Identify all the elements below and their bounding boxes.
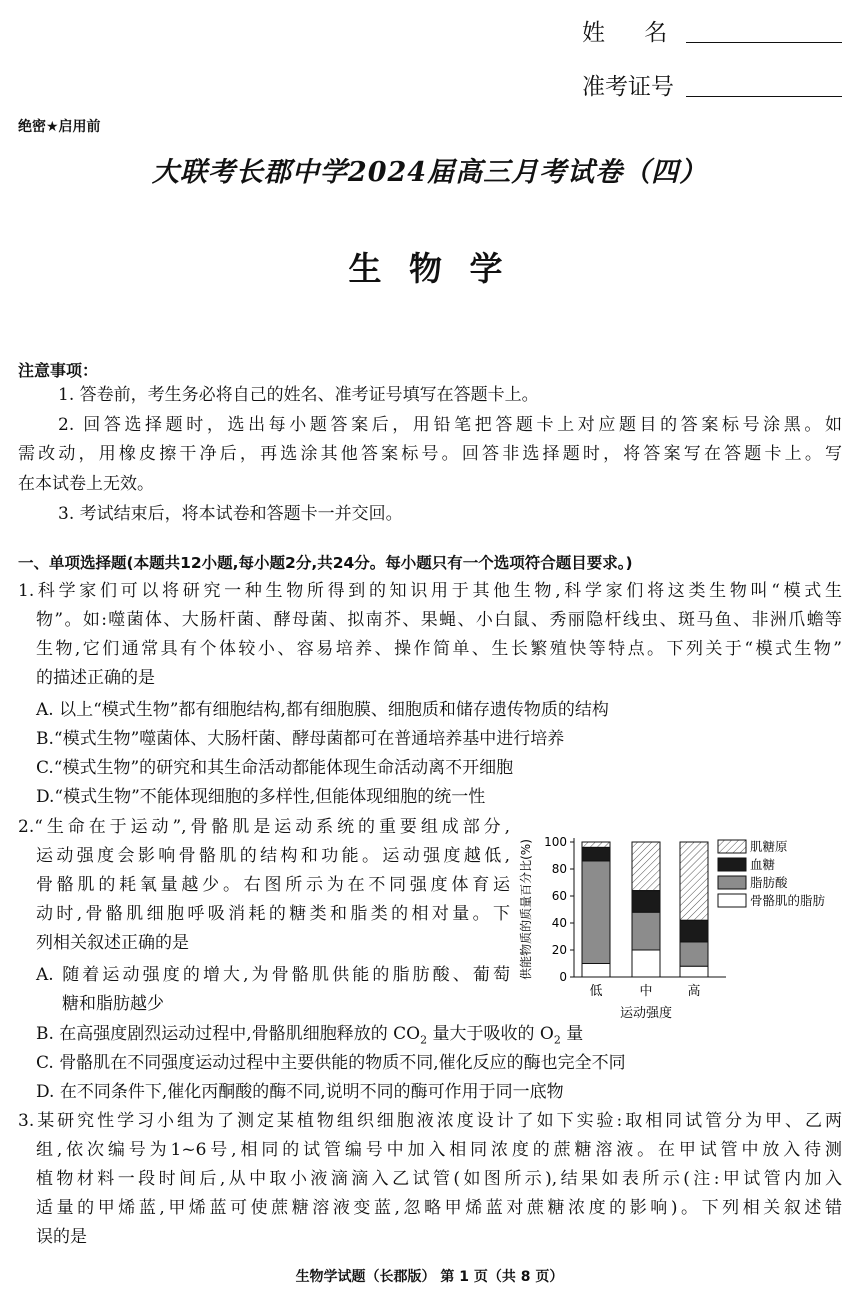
bar-segment: [680, 942, 708, 966]
bar-segment: [582, 847, 610, 861]
q1-option-b: B.“模式生物”噬菌体、大肠杆菌、酵母菌都可在普通培养基中进行培养: [36, 729, 565, 749]
q1-option-c: C.“模式生物”的研究和其生命活动都能体现生命活动离不开细胞: [36, 758, 514, 778]
y-tick-label: 0: [559, 970, 567, 984]
q2-option-c: C. 骨骼肌在不同强度运动过程中主要供能的物质不同,催化反应的酶也完全不同: [36, 1053, 626, 1073]
q3-stem-line: 组,依次编号为1~6号,相同的试管编号中加入相同浓度的蔗糖溶液。在甲试管中放入待测: [36, 1140, 842, 1160]
bar-segment: [680, 842, 708, 920]
legend-swatch: [718, 894, 746, 907]
q1-stem-line: 1.科学家们可以将研究一种生物所得到的知识用于其他生物,科学家们将这类生物叫“模式生: [18, 581, 842, 601]
q2-stem-line: 骨骼肌的耗氧量越少。右图所示为在不同强度体育运: [36, 875, 510, 895]
q2-option-b: B. 在高强度剧烈运动过程中,骨骼肌细胞释放的 $CO_2$ 量大于吸收的 $O_2$ 量: [36, 1024, 584, 1047]
exam-id-label: 准考证号: [582, 74, 674, 100]
q2-stem-line: 运动强度会影响骨骼肌的结构和功能。运动强度越低,: [36, 846, 510, 866]
notes-item: 需改动，用橡皮擦干净后，再选涂其他答案标号。回答非选择题时，将答案写在答题卡上。写: [18, 444, 842, 464]
section-heading: 一、单项选择题(本题共12小题,每小题2分,共24分。每小题只有一个选项符合题目要求。): [18, 554, 633, 572]
q2-stem-line: 2.“生命在于运动”,骨骼肌是运动系统的重要组成部分,: [18, 817, 510, 837]
y-tick-label: 60: [551, 889, 567, 903]
x-tick-label: 高: [687, 984, 701, 999]
secret-mark: 绝密★启用前: [18, 119, 101, 135]
y-axis-label: 供能物质的质量百分比(%): [519, 839, 533, 980]
y-tick-label: 80: [551, 862, 567, 876]
q3-stem-line: 3.某研究性学习小组为了测定某植物组织细胞液浓度设计了如下实验:取相同试管分为甲、乙两: [18, 1111, 842, 1131]
y-tick-label: 40: [551, 916, 567, 930]
x-tick-label: 中: [639, 984, 653, 999]
bar-segment: [632, 950, 660, 977]
x-tick-label: 低: [589, 984, 603, 999]
legend-swatch: [718, 858, 746, 871]
q3-stem-line: 适量的甲烯蓝,甲烯蓝可使蔗糖溶液变蓝,忽略甲烯蓝对蔗糖浓度的影响)。下列相关叙述错: [36, 1198, 842, 1218]
x-axis-label: 运动强度: [619, 1006, 673, 1021]
name-field[interactable]: [686, 42, 842, 43]
q2-option-a: A. 随着运动强度的增大,为骨骼肌供能的脂肪酸、葡萄: [36, 965, 510, 985]
q2-stem-line: 动时,骨骼肌细胞呼吸消耗的糖类和脂类的相对量。下: [36, 904, 510, 924]
notes-item: 1. 答卷前，考生务必将自己的姓名、准考证号填写在答题卡上。: [58, 385, 539, 405]
q2-option-a-cont: 糖和脂肪越少: [62, 994, 164, 1014]
q3-stem-line: 误的是: [36, 1227, 87, 1247]
legend-label: 肌糖原: [750, 839, 788, 854]
notes-item: 3. 考试结束后，将本试卷和答题卡一并交回。: [58, 504, 403, 524]
q1-option-a: A. 以上“模式生物”都有细胞结构,都有细胞膜、细胞质和储存遗传物质的结构: [36, 700, 609, 720]
legend-swatch: [718, 876, 746, 889]
legend-swatch: [718, 840, 746, 853]
notes-item: 在本试卷上无效。: [18, 474, 154, 494]
page-footer: 生物学试题（长郡版） 第 1 页（共 8 页）: [295, 1269, 564, 1285]
notes-heading: 注意事项：: [18, 361, 99, 380]
bar-segment: [680, 920, 708, 942]
energy-source-chart: [516, 822, 854, 1022]
q3-stem-line: 植物材料一段时间后,从中取小液滴滴入乙试管(如图所示),结果如表所示(注:甲试管内加入: [36, 1169, 842, 1189]
legend-label: 骨骼肌的脂肪: [750, 893, 826, 908]
q1-stem-line: 的描述正确的是: [36, 668, 155, 688]
bar-segment: [632, 842, 660, 891]
q1-stem-line: 生物,它们通常具有个体较小、容易培养、操作简单、生长繁殖快等特点。下列关于“模式生物”: [36, 639, 842, 659]
bar-segment: [680, 966, 708, 977]
bar-segment: [632, 891, 660, 913]
q2-stem-line: 列相关叙述正确的是: [36, 933, 189, 953]
y-tick-label: 20: [551, 943, 567, 957]
exam-title: 大联考长郡中学2024届高三月考试卷（四）: [151, 157, 708, 188]
y-tick-label: 100: [544, 835, 567, 849]
exam-id-field[interactable]: [686, 96, 842, 97]
legend-label: 脂肪酸: [750, 875, 788, 890]
subject-title: 生 物 学: [348, 249, 511, 288]
q1-stem-line: 物”。如:噬菌体、大肠杆菌、酵母菌、拟南芥、果蝇、小白鼠、秀丽隐杆线虫、斑马鱼、非洲爪蟾等: [36, 610, 842, 630]
name-label: 姓 名: [582, 20, 670, 46]
q2-option-d: D. 在不同条件下,催化丙酮酸的酶不同,说明不同的酶可作用于同一底物: [36, 1082, 564, 1102]
bar-segment: [632, 912, 660, 950]
q1-option-d: D.“模式生物”不能体现细胞的多样性,但能体现细胞的统一性: [36, 787, 486, 807]
notes-item: 2. 回答选择题时，选出每小题答案后，用铅笔把答题卡上对应题目的答案标号涂黑。如: [58, 415, 842, 435]
bar-segment: [582, 861, 610, 964]
legend-label: 血糖: [750, 857, 776, 872]
bar-segment: [582, 964, 610, 978]
bar-segment: [582, 842, 610, 847]
